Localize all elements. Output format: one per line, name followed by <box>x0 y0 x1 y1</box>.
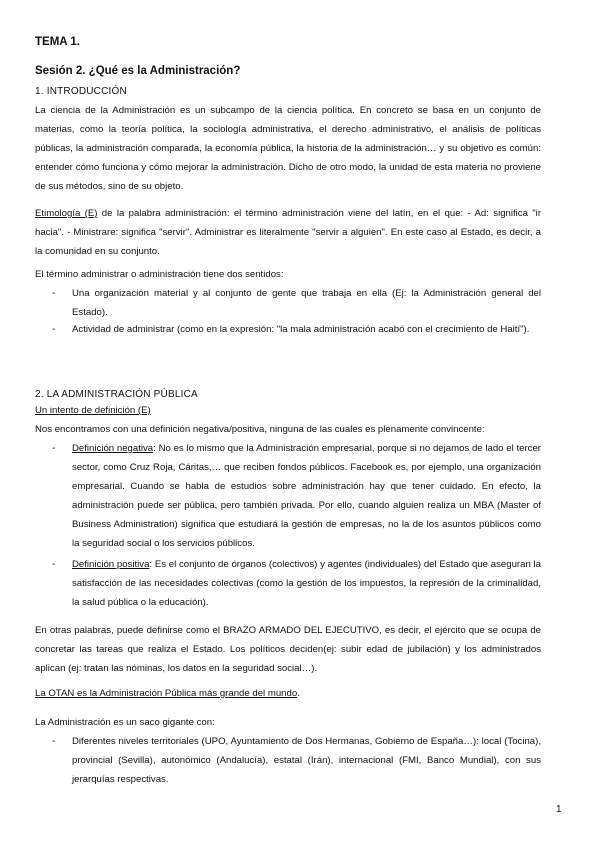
bullet-marker: - <box>52 324 56 335</box>
sesion-heading: Sesión 2. ¿Qué es la Administración? <box>35 65 241 77</box>
bullet-marker: - <box>52 736 56 747</box>
intro-paragraph: La ciencia de la Administración es un subcampo de la ciencia política. En concreto se basa en un conjunto de materias, como la teoría política, la sociología administrativa, el derecho administrativo, el análisis de políticas públicas, la administración comparada, la economía pública, la historia de la administración… y su objetivo es común: entender cómo funciona y cómo mejorar la administración. Dicho de otro modo, la unidad de esta materia no proviene de sus métodos, sino de su objeto. <box>35 105 541 192</box>
definicion-positiva-label: Definición positiva <box>72 559 150 570</box>
definicion-negativa-item <box>72 439 541 553</box>
sentido-1-item: Una organización material y al conjunto de gente que trabaja en ella (Ej: la Administración general del Estado). <box>72 288 541 318</box>
bullet-marker: - <box>52 443 56 454</box>
tema-heading: TEMA 1. <box>35 36 80 48</box>
sentido-2-item: Actividad de administrar (como en la expresión: "la mala administración acabó con el crecimiento de Haití"). <box>72 324 530 335</box>
otan-period: . <box>297 688 300 699</box>
etimologia-text: de la palabra administración: el término administración viene del latín, en el que: - Ad: significa "ir hacia". - Ministrare: significa "servir". Administrar es literalmente "servir a alguien". En este caso al Estado, es decir, a la comunidad en su conjunto. <box>35 208 542 257</box>
section-1-title: 1. INTRODUCCIÓN <box>35 86 127 97</box>
definicion-negativa-label: Definición negativa <box>72 443 154 454</box>
definition-subtitle: Un intento de definición (E) <box>35 405 151 416</box>
saco-paragraph: La Administración es un saco gigante con: <box>35 717 215 728</box>
definition-intro: Nos encontramos con una definición negativa/positiva, ninguna de las cuales es plenamente convincente: <box>35 424 485 435</box>
niveles-item: Diferentes niveles territoriales (UPO, Ayuntamiento de Dos Hermanas, Gobierno de España…): local (Tocina), provincial (Sevilla), autonómico (Andalucía), estatal (Irán), internacional (FMI, Banco Mundial), con sus jerarquías respectivas. <box>72 736 541 785</box>
page-number: 1 <box>556 804 562 815</box>
otan-text: La OTAN es la Administración Pública más grande del mundo <box>35 688 298 699</box>
etimologia-paragraph <box>35 204 541 261</box>
definicion-negativa-text: : No es lo mismo que la Administración empresarial, porque si no dejamos de lado el tercer sector, como Cruz Roja, Cáritas,… que reciben fondos públicos. Facebook es, por ejemplo, una organización empresarial. Cuando se habla de estudios sobre administración hay que tener cuidado. En efecto, la administración puede ser pública, pero también privada. Por ello, cuando alguien realiza un MBA (Master of Business Administration) significa que estudiará la gestión de empresas, no la de los asuntos públicos como la seguridad social o los servicios públicos. <box>72 443 541 549</box>
brazo-armado-paragraph: En otras palabras, puede definirse como el BRAZO ARMADO DEL EJECUTIVO, es decir, el ejército que se ocupa de concretar las tareas que realiza el Estado. Los políticos deciden(ej: subir edad de jubilación) y los administrados aplican (ej: tratan las nóminas, los datos en la seguridad social…). <box>35 625 541 674</box>
definicion-positiva-item <box>72 555 541 612</box>
definicion-positiva-text: : Es el conjunto de órganos (colectivos) y agentes (individuales) del Estado que aseguran la satisfacción de las necesidades colectivas (como la gestión de los impuestos, la represión de la criminalidad, la salud pública o la educación). <box>72 559 541 608</box>
etimologia-label: Etimología (E) <box>35 208 98 219</box>
bullet-marker: - <box>52 288 56 299</box>
section-2-title: 2. LA ADMINISTRACIÓN PÚBLICA <box>35 389 198 400</box>
bullet-marker: - <box>52 559 56 570</box>
sentidos-intro: El término administrar o administración tiene dos sentidos: <box>35 269 284 280</box>
otan-paragraph <box>35 684 300 703</box>
